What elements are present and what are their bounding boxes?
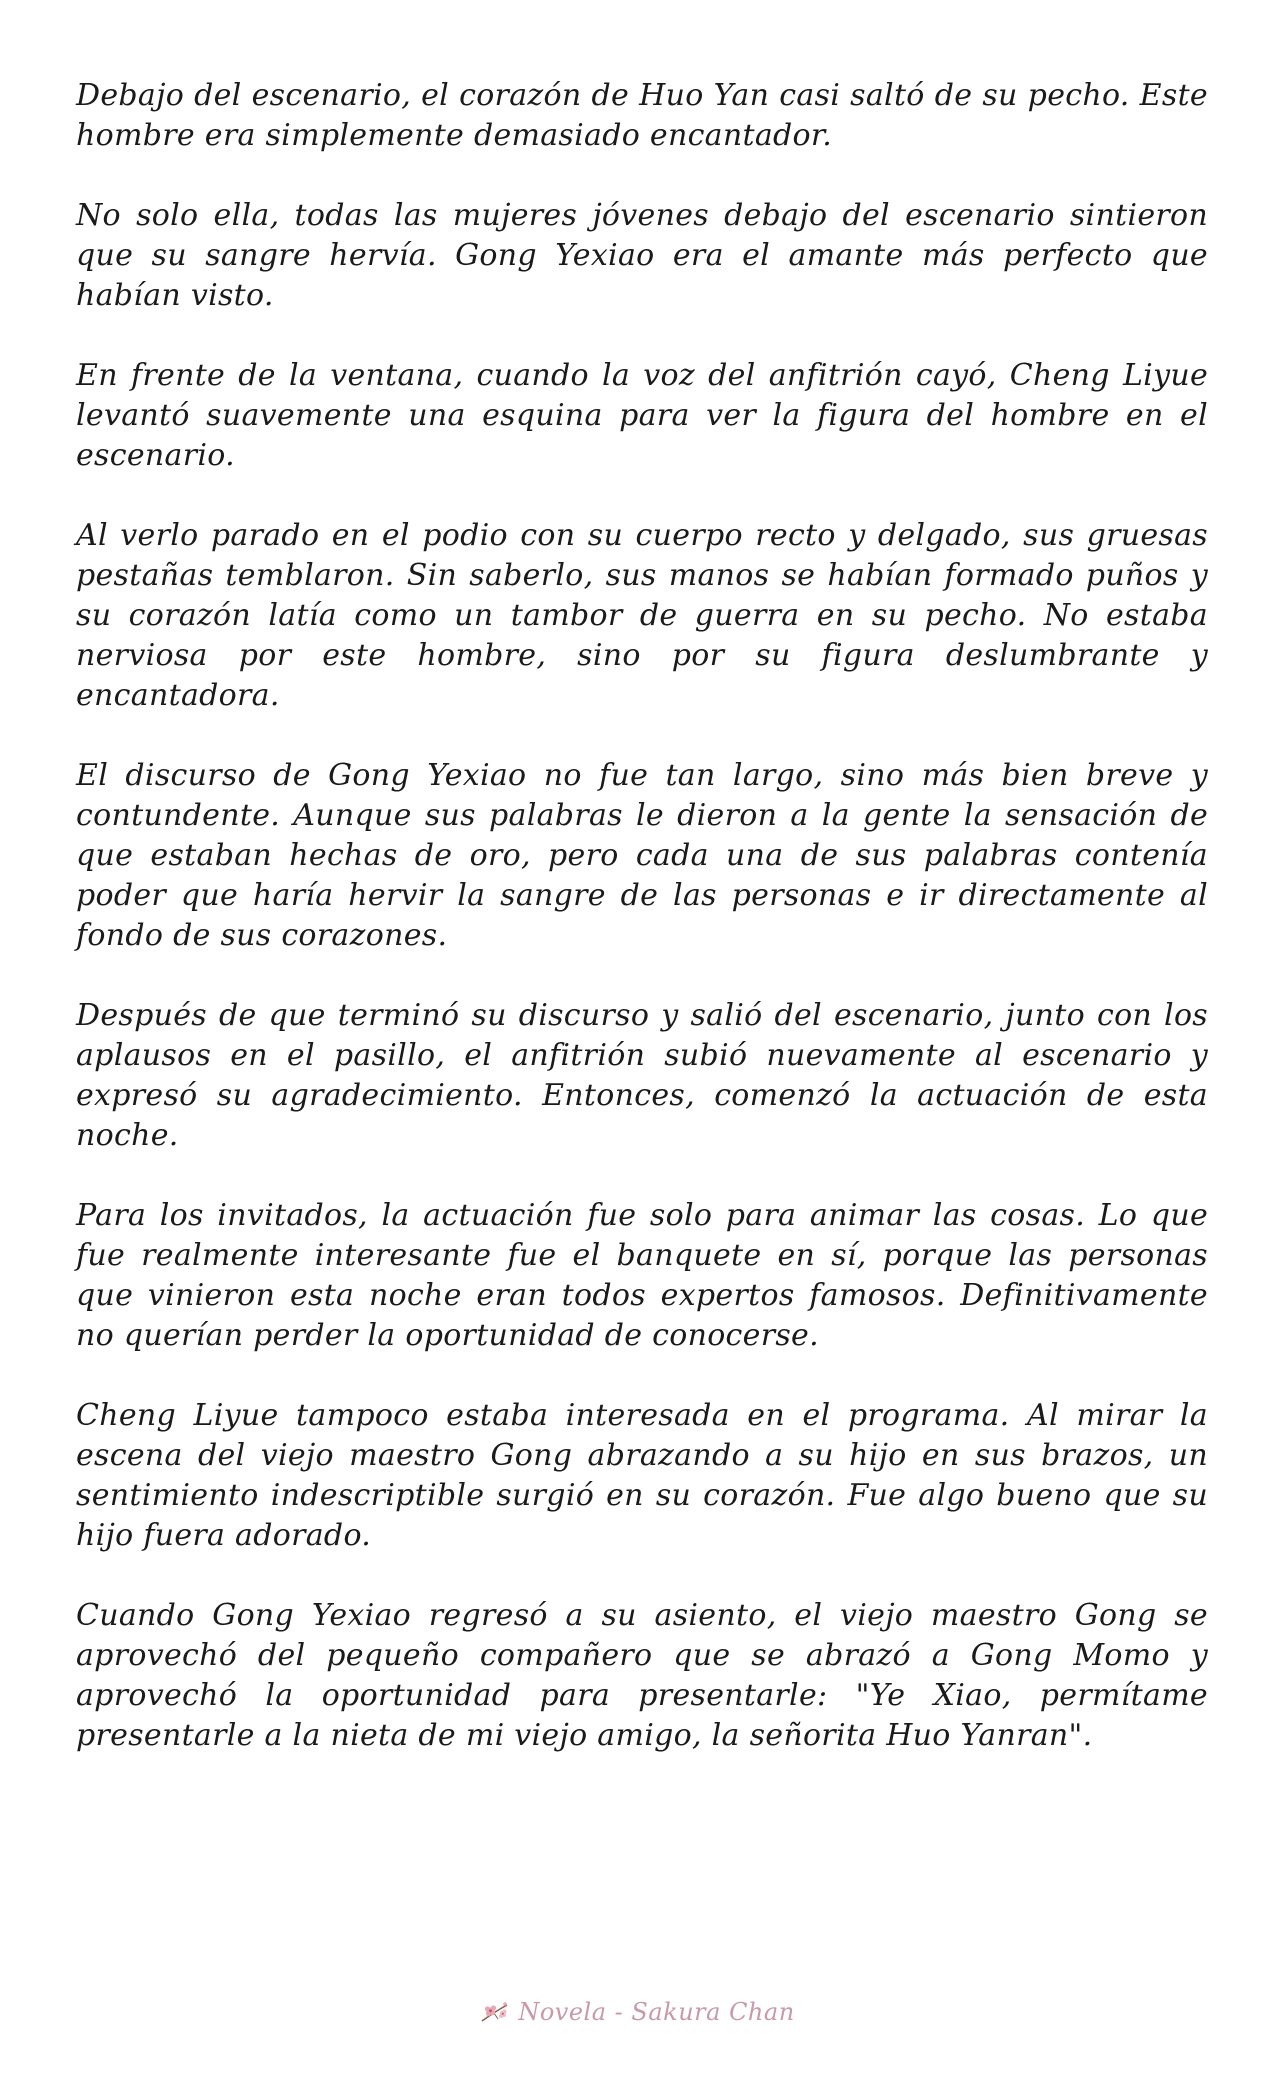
paragraph-7: Para los invitados, la actuación fue solo para animar las cosas. Lo que fue realmente interesante fue el banquete en sí, porque las personas que vinieron esta noche eran todos expertos famosos. Definitivamente no querían perder la oportunidad de conocerse. xyxy=(76,1198,1208,1353)
paragraph-9: Cuando Gong Yexiao regresó a su asiento, el viejo maestro Gong se aprovechó del pequeño compañero que se abrazó a Gong Momo y aprovechó la oportunidad para presentarle: "Ye Xiao, permítame presentarle a la nieta de mi viejo amigo, la señorita Huo Yanran". xyxy=(76,1598,1208,1753)
paragraph-5: El discurso de Gong Yexiao no fue tan largo, sino más bien breve y contundente. Aunque sus palabras le dieron a la gente la sensación de que estaban hechas de oro, pero cada una de sus palabras contenía poder que haría hervir la sangre de las personas e ir directamente al fondo de sus corazones. xyxy=(76,758,1208,953)
paragraph-6: Después de que terminó su discurso y salió del escenario, junto con los aplausos en el pasillo, el anfitrión subió nuevamente al escenario y expresó su agradecimiento. Entonces, comenzó la actuación de esta noche. xyxy=(76,998,1208,1153)
document-body xyxy=(76,76,1208,1796)
paragraph-8: Cheng Liyue tampoco estaba interesada en el programa. Al mirar la escena del viejo maestro Gong abrazando a su hijo en sus brazos, un sentimiento indescriptible surgió en su corazón. Fue algo bueno que su hijo fuera adorado. xyxy=(76,1398,1208,1553)
footer-watermark-inner xyxy=(480,1998,794,2026)
paragraph-3: En frente de la ventana, cuando la voz del anfitrión cayó, Cheng Liyue levantó suavemente una esquina para ver la figura del hombre en el escenario. xyxy=(76,358,1208,473)
paragraph-1: Debajo del escenario, el corazón de Huo Yan casi saltó de su pecho. Este hombre era simplemente demasiado encantador. xyxy=(76,78,1208,153)
paragraph-4: Al verlo parado en el podio con su cuerpo recto y delgado, sus gruesas pestañas temblaron. Sin saberlo, sus manos se habían formado puños y su corazón latía como un tambor de guerra en su pecho. No estaba nerviosa por este hombre, sino por su figura deslumbrante y encantadora. xyxy=(76,518,1208,713)
footer-watermark-text: Novela - Sakura Chan xyxy=(518,1998,795,2026)
paragraph-2: No solo ella, todas las mujeres jóvenes debajo del escenario sintieron que su sangre hervía. Gong Yexiao era el amante más perfecto que habían visto. xyxy=(76,198,1208,313)
footer-watermark xyxy=(0,1998,1275,2030)
cherry-blossom-icon xyxy=(480,1999,510,2025)
